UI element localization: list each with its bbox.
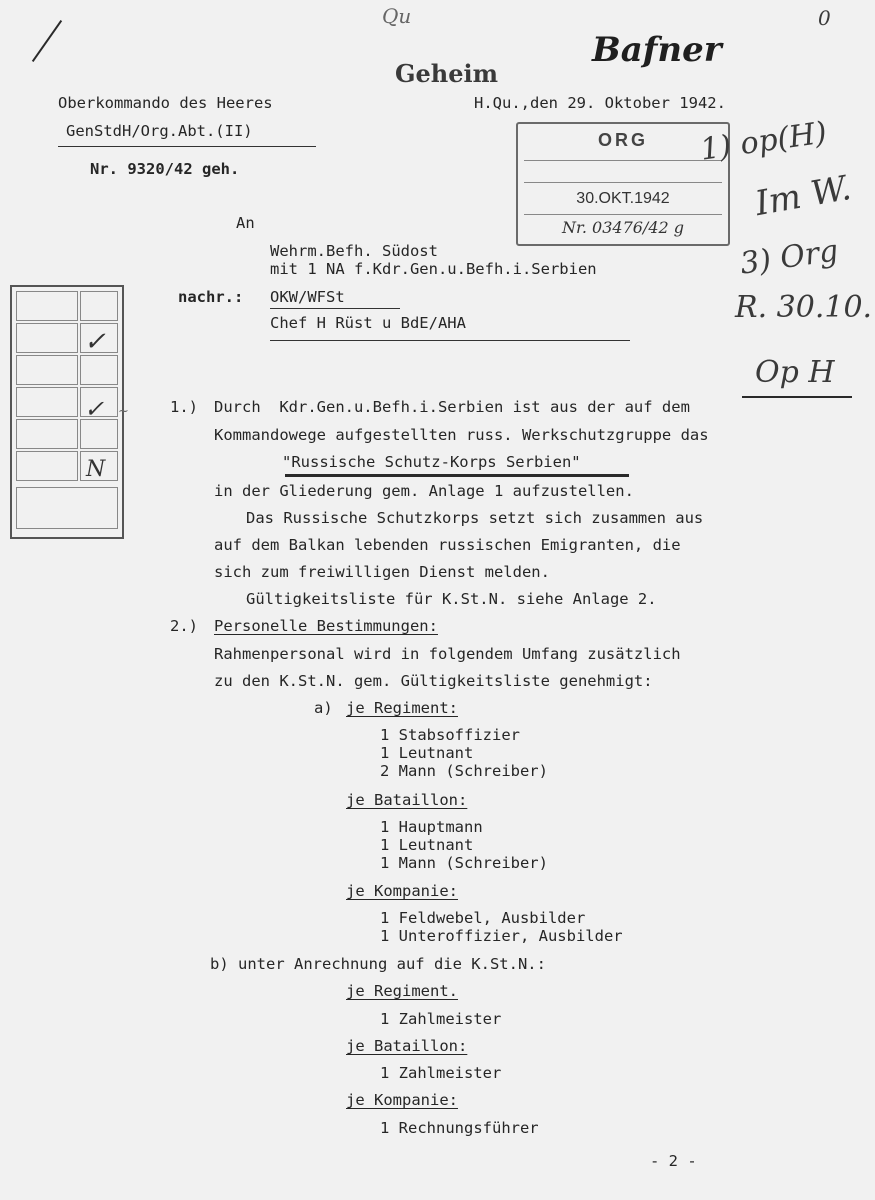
grid-checkmark: ✓ [84,327,106,357]
title-underline [285,474,629,477]
b-regiment-item: 1 Zahlmeister [380,1010,502,1028]
receipt-stamp [516,122,730,246]
section2-number: 2.) [170,617,198,635]
grid-cell [16,387,78,417]
secret-stamp: Geheim [395,59,498,88]
section2-heading: Personelle Bestimmungen: [214,617,438,635]
grid-cell [80,355,118,385]
grid-side-scribble: ~ [118,404,129,419]
signature: Bafner [592,30,722,70]
b-kompanie-heading: je Kompanie: [346,1091,458,1109]
corner-stroke [32,20,62,62]
section2-intro2: zu den K.St.N. gem. Gültigkeitsliste genehmigt: [214,672,653,690]
margin-note-1: 1) op(H) [698,115,829,168]
a-kompanie-heading: je Kompanie: [346,882,458,900]
grid-checkmark: ✓ [84,395,105,423]
grid-cell [16,291,78,321]
top-right-o: 0 [818,6,831,30]
a-bataillon-heading: je Bataillon: [346,791,468,809]
routing-grid [10,285,124,539]
grid-cell [16,355,78,385]
cc-underline [270,308,400,309]
grid-cell [80,419,118,449]
page-number: - 2 - [650,1152,697,1170]
a-bataillon-item: 1 Hauptmann [380,818,483,836]
grid-checkmark: N [86,457,106,482]
grid-cell [16,323,78,353]
margin-note-3: 3) Org [738,233,841,282]
to-label: An [236,214,255,232]
recipient-1: Wehrm.Befh. Südost [270,242,438,260]
a-bataillon-item: 1 Mann (Schreiber) [380,854,548,872]
stamp-date: 30.OKT.1942 [576,190,670,207]
b-bataillon-item: 1 Zahlmeister [380,1064,502,1082]
stamp-divider [524,160,722,161]
a-kompanie-item: 1 Feldwebel, Ausbilder [380,909,586,927]
section2-intro1: Rahmenpersonal wird in folgendem Umfang zusätzlich [214,645,681,663]
section1-line5: auf dem Balkan lebenden russischen Emigranten, die [214,536,681,554]
a-regiment-item: 1 Leutnant [380,744,474,762]
b-kompanie-item: 1 Rechnungsführer [380,1119,539,1137]
a-bataillon-item: 1 Leutnant [380,836,474,854]
section1-line1: Durch Kdr.Gen.u.Befh.i.Serbien ist aus der auf dem [214,398,690,416]
grid-cell [16,451,78,481]
b-regiment-heading: je Regiment. [346,982,458,1000]
address-rule [270,340,630,341]
a-regiment-item: 1 Stabsoffizier [380,726,520,744]
section1-line6: sich zum freiwilligen Dienst melden. [214,563,550,581]
margin-note-2: Im W. [752,167,855,225]
a-regiment-heading: je Regiment: [346,699,458,717]
margin-note-5: Op H [755,355,835,390]
place-date: H.Qu.,den 29. Oktober 1942. [474,94,726,112]
cc-1: OKW/WFSt [270,288,345,306]
grid-cell [16,487,118,529]
top-scribble: Qu [382,4,412,28]
b-line: b) unter Anrechnung auf die K.St.N.: [210,955,546,973]
a-kompanie-item: 1 Unteroffizier, Ausbilder [380,927,623,945]
reference-number: Nr. 9320/42 geh. [90,160,240,178]
sender-line1: Oberkommando des Heeres [58,94,273,112]
section1-line2: Kommandowege aufgestellten russ. Werkschutzgruppe das [214,426,709,444]
stamp-org: ORG [597,130,648,150]
sender-underline [58,146,316,147]
recipient-2: mit 1 NA f.Kdr.Gen.u.Befh.i.Serbien [270,260,597,278]
section1-title: "Russische Schutz-Korps Serbien" [282,453,581,471]
section1-line3: in der Gliederung gem. Anlage 1 aufzustellen. [214,482,634,500]
margin-underline [742,396,852,398]
section1-number: 1.) [170,398,198,416]
grid-cell [16,419,78,449]
margin-note-4: R. 30.10. [735,290,873,325]
cc-2: Chef H Rüst u BdE/AHA [270,314,466,332]
section1-line4: Das Russische Schutzkorps setzt sich zusammen aus [246,509,704,527]
cc-label: nachr.: [178,288,244,306]
a-label: a) [314,699,333,717]
grid-cell [80,291,118,321]
stamp-divider [524,182,722,183]
stamp-number: Nr. 03476/42 g [561,218,685,237]
sender-line2: GenStdH/Org.Abt.(II) [66,122,253,140]
a-regiment-item: 2 Mann (Schreiber) [380,762,548,780]
stamp-divider [524,214,722,215]
section1-line7: Gültigkeitsliste für K.St.N. siehe Anlage 2. [246,590,657,608]
b-bataillon-heading: je Bataillon: [346,1037,468,1055]
